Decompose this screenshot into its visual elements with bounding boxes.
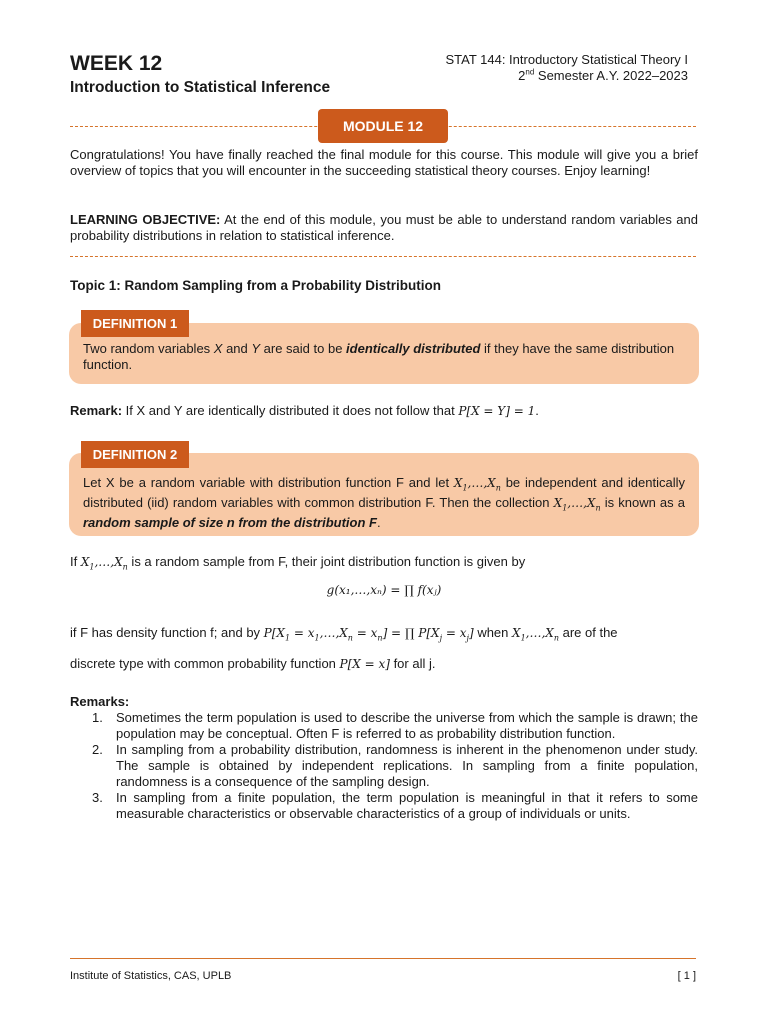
course-name: STAT 144: Introductory Statistical Theory I bbox=[445, 52, 688, 67]
remark-identical bbox=[70, 403, 698, 419]
remarks-heading: Remarks: bbox=[70, 694, 130, 709]
remark-end: . bbox=[535, 403, 539, 418]
def1-var-y: Y bbox=[251, 341, 261, 356]
def1-text-mid: are said to be bbox=[260, 341, 347, 356]
joint-post: is a random sample from F, their joint distribution function is given by bbox=[127, 554, 526, 569]
density-sample-vars: $X_1,\dots,X_n$ bbox=[512, 626, 559, 643]
module-badge: MODULE 12 bbox=[318, 109, 448, 143]
footer-institution: Institute of Statistics, CAS, UPLB bbox=[70, 970, 232, 982]
discrete-line bbox=[70, 656, 698, 672]
def1-text-post: if they have the same distribution function. bbox=[83, 341, 675, 372]
density-formula: $P[X_1$ = $x_1,\dots,X_n = x_n$] = ∏ $P[X_j = x_j]$ bbox=[263, 626, 474, 643]
list-item bbox=[90, 742, 698, 790]
joint-sample-vars: $X_1,\dots,X_n$ bbox=[80, 555, 128, 572]
list-item bbox=[90, 790, 698, 822]
discrete-formula: P[X = x] bbox=[339, 657, 390, 671]
week-heading: WEEK 12 bbox=[70, 52, 163, 75]
page-number: [ 1 ] bbox=[677, 970, 696, 982]
list-item-number: 3. bbox=[92, 790, 103, 805]
def2-text-3: is known as a bbox=[600, 495, 685, 510]
remarks-list bbox=[90, 710, 698, 822]
list-item bbox=[90, 710, 698, 742]
remark-formula: P[X = Y] = 1 bbox=[458, 404, 536, 418]
remark-text: If X and Y are identically distributed it does not follow that bbox=[122, 403, 459, 418]
learning-objective bbox=[70, 212, 698, 244]
list-item-text: In sampling from a finite population, the term population is meaningful in that it refers to some measurable characteristics or observable characteristics of a group of individuals or units. bbox=[116, 790, 698, 821]
discrete-pre: discrete type with common probability function bbox=[70, 656, 340, 671]
density-mid: when bbox=[473, 625, 513, 640]
def2-sample-vars-2: $X_1,\dots,X_n$ bbox=[553, 496, 601, 513]
density-line bbox=[70, 625, 698, 641]
divider-dashed-bottom bbox=[70, 256, 696, 257]
def1-text-and: and bbox=[222, 341, 252, 356]
semester-line bbox=[445, 68, 688, 84]
joint-intro bbox=[70, 554, 698, 570]
def2-text-1: Let X be a random variable with distribution function F and let bbox=[83, 475, 454, 490]
joint-formula-text: g(x₁,…,xₙ) = ∏ f(xⱼ) bbox=[326, 583, 442, 597]
objective-label: LEARNING OBJECTIVE: bbox=[70, 212, 221, 227]
footer-divider bbox=[70, 958, 696, 959]
list-item-number: 1. bbox=[92, 710, 103, 725]
semester-suffix: nd bbox=[525, 67, 535, 77]
course-info bbox=[445, 52, 688, 84]
def2-sample-vars-1: $X_1,\dots,X_n$ bbox=[453, 476, 501, 493]
intro-paragraph: Congratulations! You have finally reached the final module for this course. This module will give you a brief overview of topics that you will encounter in the succeeding statistical theory courses. Enjoy learning! bbox=[70, 147, 698, 178]
density-post: are of the bbox=[558, 625, 618, 640]
list-item-text: Sometimes the term population is used to describe the universe from which the sample is drawn; the population may be conceptual. Often F is referred to as probability distribution function. bbox=[116, 710, 698, 741]
def1-text-pre: Two random variables bbox=[83, 341, 214, 356]
semester-ordinal: 2 bbox=[518, 68, 526, 83]
semester-rest: Semester A.Y. 2022–2023 bbox=[534, 68, 688, 83]
list-item-text: In sampling from a probability distribution, randomness is inherent in the phenomenon under study. The sample is obtained by independent replications. In sampling from a finite population, randomness is a consequence of the sampling design. bbox=[116, 742, 698, 789]
list-item-number: 2. bbox=[92, 742, 103, 757]
def2-term: random sample of size n from the distribution F bbox=[83, 515, 377, 530]
objective-text: At the end of this module, you must be able to understand random variables and probability distributions in relation to statistical inference. bbox=[70, 212, 698, 243]
joint-formula bbox=[0, 582, 768, 598]
module-title: Introduction to Statistical Inference bbox=[70, 79, 331, 96]
def2-text-2: be independent and identically distributed (iid) random variables with common distribution F. Then the collection bbox=[83, 475, 685, 510]
def2-end: . bbox=[376, 515, 381, 530]
def1-var-x: X bbox=[213, 341, 223, 356]
definition-1-tag: DEFINITION 1 bbox=[81, 310, 189, 337]
definition-2-tag: DEFINITION 2 bbox=[81, 441, 189, 468]
remark-label: Remark: bbox=[70, 403, 123, 418]
joint-pre: If bbox=[70, 554, 81, 569]
discrete-post: for all j. bbox=[389, 656, 436, 671]
def1-term: identically distributed bbox=[346, 341, 481, 356]
density-pre: if F has density function f; and by bbox=[70, 625, 264, 640]
topic-heading: Topic 1: Random Sampling from a Probability Distribution bbox=[70, 278, 442, 293]
